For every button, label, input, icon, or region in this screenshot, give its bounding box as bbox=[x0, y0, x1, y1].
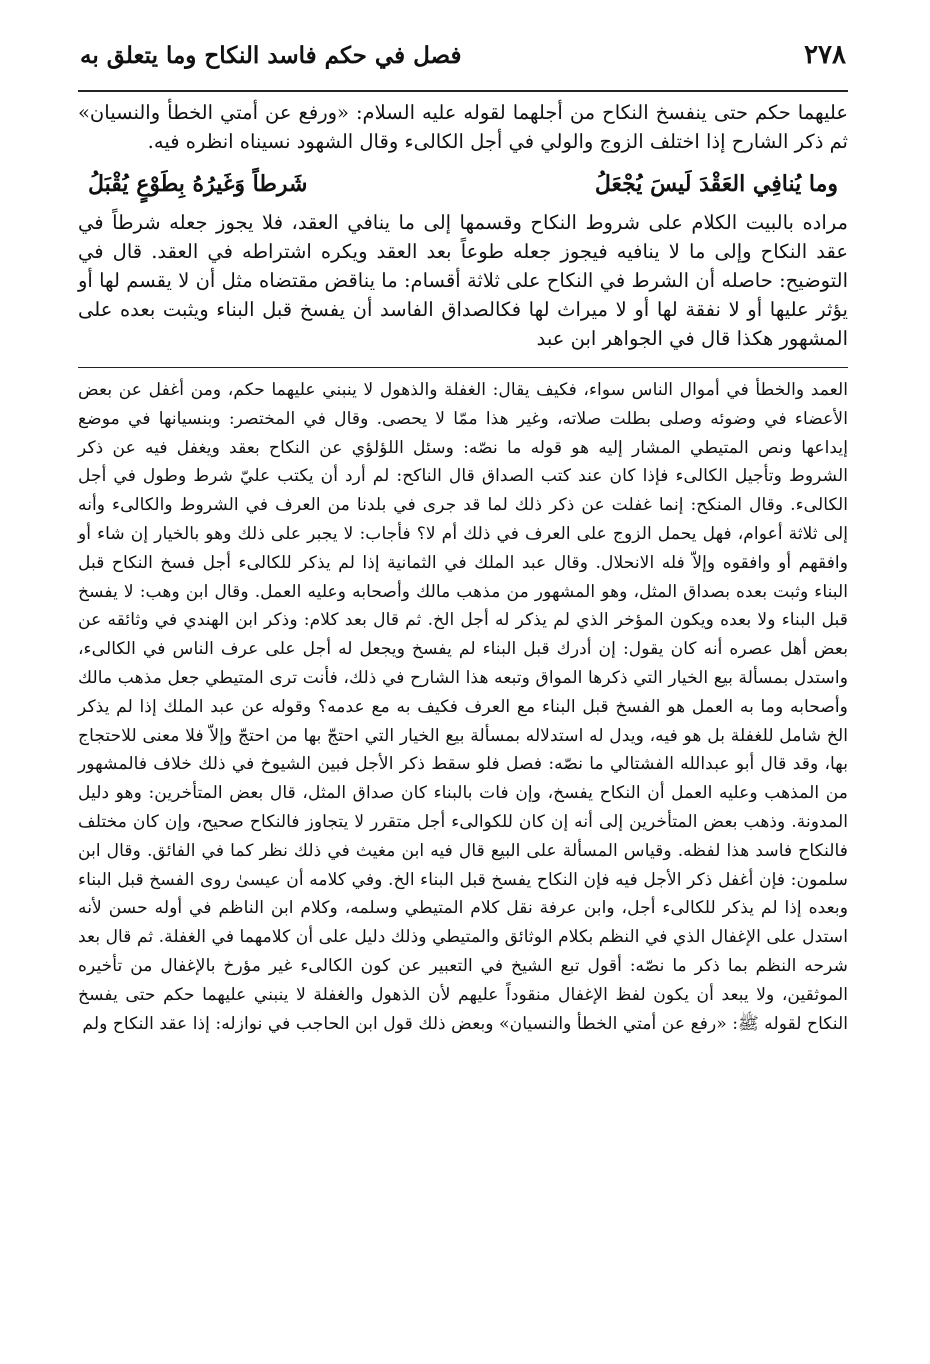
chapter-title: فصل في حكم فاسد النكاح وما يتعلق به bbox=[80, 42, 462, 69]
paragraph: عليهما حكم حتى ينفسخ النكاح من أجلهما لقوله عليه السلام: «ورفع عن أمتي الخطأ والنسيان» ثم ذكر الشارح إذا اختلف الزوج والولي في أجل الكالىء وقال الشهود نسيناه انظره فيه. bbox=[78, 101, 848, 153]
poem-verse bbox=[88, 168, 838, 200]
main-text bbox=[78, 98, 848, 353]
book-page bbox=[78, 40, 848, 1038]
verse-hemistich-second: شَرطاً وَغَيرُهُ بِطَوْعٍ يُقْبَلُ bbox=[88, 171, 308, 197]
footnote-separator bbox=[78, 367, 848, 368]
paragraph: مراده بالبيت الكلام على شروط النكاح وقسمها إلى ما ينافي العقد، فلا يجوز جعله شرطاً في عقد النكاح وإلى ما لا ينافيه فيجوز جعله طوعاً بعد العقد ويكره اشتراطه في العقد. قال في التوضيح: حاصله أن الشرط في النكاح على ثلاثة أقسام: ما يناقض مقتضاه مثل أن لا يقسم لها أو يؤثر عليها أو لا نفقة لها أو لا ميراث لها فكالصداق الفاسد أن يفسخ قبل البناء ويثبت بعده على المشهور هكذا قال في الجواهر ابن عبد bbox=[78, 211, 848, 350]
footnote-text: العمد والخطأ في أموال الناس سواء، فكيف يقال: الغفلة والذهول لا ينبني عليهما حكم، ومن أغفل عن بعض الأعضاء في وضوئه وصلى بطلت صلاته، وغير هذا ممّا لا يحصى. وقال في المختصر: وبنسيانها في موضع إيداعها ونص المتيطي المشار إليه هو قوله ما نصّه: وسئل اللؤلؤي عن النكاح بعقد ويغفل فيه عن ذكر الشروط وتأجيل الكالىء فإذا كان عند كتب الصداق قال الناكح: لم أرد أن يكتب عليّ شرط وطول في أجل الكالىء. وقال المنكح: إنما غفلت عن ذكر ذلك لما قد جرى في بلدنا من العرف في الشروط والكالىء وأنه إلى ثلاثة أعوام، فهل يحمل الزوج على العرف في ذلك أم لا؟ فأجاب: لا يجبر على ذلك وهو بالخيار إن شاء أو وافقهم أو وافقوه وإلاّ فله الانحلال. وقال عبد الملك في الثمانية إذا لم يذكر للكالىء أجل فسخ النكاح قبل البناء وثبت بعده بصداق المثل، وهو المشهور من مذهب مالك وأصحابه وعليه العمل. وقال ابن وهب: لا يفسخ قبل البناء ولا بعده ويكون المؤخر الذي لم يذكر له أجل الخ. ثم قال بعد كلام: وذكر ابن الهندي في وثائقه عن بعض أهل عصره أنه كان يقول: إن أدرك قبل البناء لم يفسخ ويجعل له أجل على عرف الناس في الكالىء، واستدل بمسألة بيع الخيار التي ذكرها المواق وتبعه هذا الشارح في ذلك، فأنت ترى المتيطي جعل مذهب مالك وأصحابه وما به العمل هو الفسخ قبل البناء مع العرف فكيف به مع عدمه؟ وقوله عن عبد الملك إذا لم يذكر الخ شامل للغفلة بل هو فيه، ويدل له استدلاله بمسألة بيع الخيار التي احتجّ بها من احتجّ وإلاّ فلا معنى للاحتجاج بها، وقد قال أبو عبدالله الفشتالي ما نصّه: فصل فلو سقط ذكر الأجل فبين الشيوخ في ذلك خلاف فالمشهور من المذهب وعليه العمل أن النكاح يفسخ، وإن فات بالبناء كان صداق المثل، قال بعض المتأخرين: وهو دليل المدونة. وذهب بعض المتأخرين إلى أنه إن كان للكوالىء أجل متقرر لا يتجاوز فالنكاح صحيح، وإن كان مختلف فالنكاح فاسد هذا لفظه. وقياس المسألة على البيع قال فيه ابن مغيث في ذلك نظر كما في الفائق. وقال ابن سلمون: فإن أغفل ذكر الأجل فيه فإن النكاح يفسخ قبل البناء الخ. وفي كلامه أن عيسىٰ روى الفسخ قبل البناء وبعده إذا لم يذكر للكالىء أجل، وابن عرفة نقل كلام المتيطي وسلمه، وكلام ابن الناظم في أوله حسن لأنه استدل على الإغفال الذي في النظم بكلام الوثائق والمتيطي وذلك دليل على أن كلامهما في الغفلة. ثم قال بعد شرحه النظم بما ذكر ما نصّه: أقول تبع الشيخ في التعبير عن كون الكالىء غير مؤرخ بالإغفال من تأخيره الموثقين، ولا يبعد أن يكون لفظ الإغفال منقوداً عليهم لأن الذهول والغفلة لا ينبني عليهما حكم حتى يفسخ النكاح لقوله ﷺ: «رفع عن أمتي الخطأ والنسيان» وبعض ذلك قول ابن الحاجب في نوازله: إذا عقد النكاح ولم bbox=[78, 380, 848, 1034]
running-header bbox=[78, 40, 848, 92]
page-number: ٢٧٨ bbox=[804, 40, 846, 70]
verse-hemistich-first: وما يُنافِي العَقْدَ لَيسَ يُجْعَلُ bbox=[594, 171, 838, 197]
